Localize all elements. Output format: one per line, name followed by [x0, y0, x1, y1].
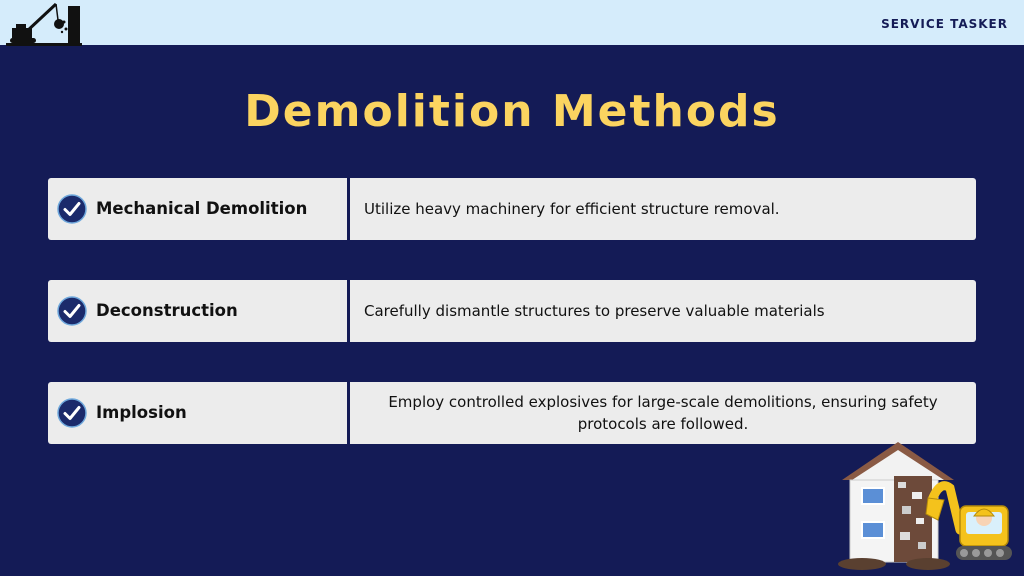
check-circle-icon [57, 194, 87, 224]
method-name: Deconstruction [96, 301, 238, 320]
method-description: Carefully dismantle structures to preserve valuable materials [364, 302, 825, 320]
excavator-logo-icon [6, 2, 82, 46]
top-bar [0, 0, 1024, 45]
method-description: Utilize heavy machinery for efficient structure removal. [364, 200, 780, 218]
method-name: Implosion [96, 403, 187, 422]
method-row [48, 280, 976, 342]
method-row [48, 178, 976, 240]
method-name: Mechanical Demolition [96, 199, 308, 218]
method-row [48, 382, 976, 444]
check-circle-icon [57, 296, 87, 326]
demolition-house-illustration [832, 440, 1020, 570]
method-description: Employ controlled explosives for large-scale demolitions, ensuring safety protocols are followed. [388, 393, 938, 433]
brand-name: SERVICE TASKER [881, 17, 1008, 31]
page-title: Demolition Methods [244, 86, 780, 137]
check-circle-icon [57, 398, 87, 428]
